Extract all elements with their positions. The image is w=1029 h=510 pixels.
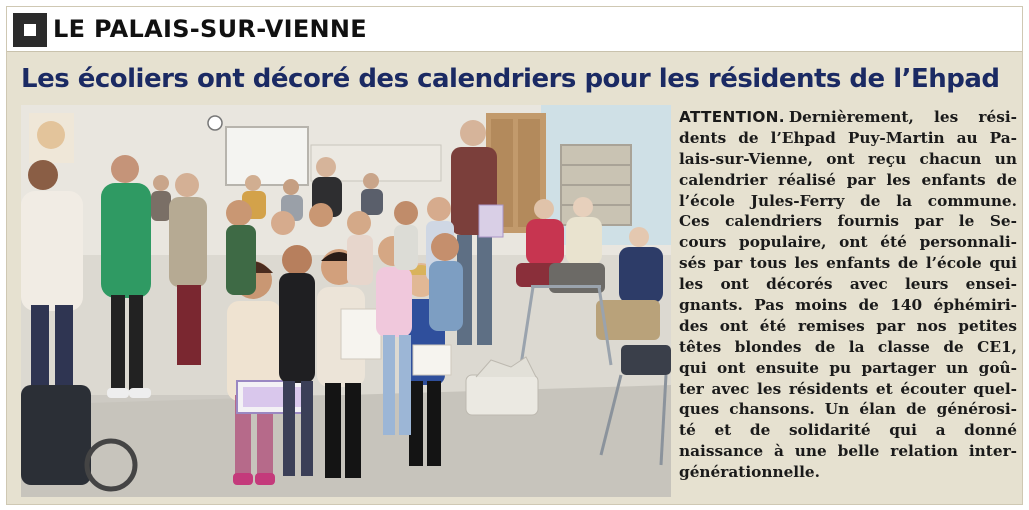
article-body xyxy=(679,107,1017,483)
section-title: LE PALAIS-SUR-VIENNE xyxy=(53,15,367,43)
article-line: lais-sur-Vienne, ont reçu chacun un xyxy=(679,149,1017,168)
article-line: qui ont ensuite pu partager un goû- xyxy=(679,358,1017,377)
section-square-icon xyxy=(13,13,47,47)
article-headline: Les écoliers ont décoré des calendriers pour les résidents de l’Ehpad xyxy=(21,64,1000,94)
article-line: Dernièrement, les rési- xyxy=(788,108,1017,126)
article-line: dents de l’Ehpad Puy-Martin au Pa- xyxy=(679,128,1017,147)
article-line: ter avec les résidents et écouter quel- xyxy=(679,379,1017,398)
article-line: cours populaire, ont été personnali- xyxy=(679,233,1017,252)
article-line: l’école Jules-Ferry de la commune. xyxy=(679,191,1017,210)
article-kicker: ATTENTION. xyxy=(679,108,785,126)
article-line: té et de solidarité qui a donné xyxy=(679,421,1017,440)
section-header xyxy=(7,7,1022,52)
article-line: générationnelle. xyxy=(679,463,820,482)
article-photo xyxy=(21,105,671,497)
article-line: ques chansons. Un élan de générosi- xyxy=(679,400,1017,419)
article-line: têtes blondes de la classe de CE1, xyxy=(679,337,1017,356)
article-line: sés par tous les enfants de l’école qui xyxy=(679,254,1017,273)
article-line: des ont été remises par nos petites xyxy=(679,316,1017,335)
article-line: calendrier réalisé par les enfants de xyxy=(679,170,1017,189)
article-line: naissance à une belle relation inter- xyxy=(679,442,1017,461)
article-line: gnants. Pas moins de 140 éphémiri- xyxy=(679,296,1017,315)
article-line: les ont décorés avec leurs ensei- xyxy=(679,275,1017,294)
article-clipping xyxy=(6,6,1023,505)
article-line: Ces calendriers fournis par le Se- xyxy=(679,212,1017,231)
